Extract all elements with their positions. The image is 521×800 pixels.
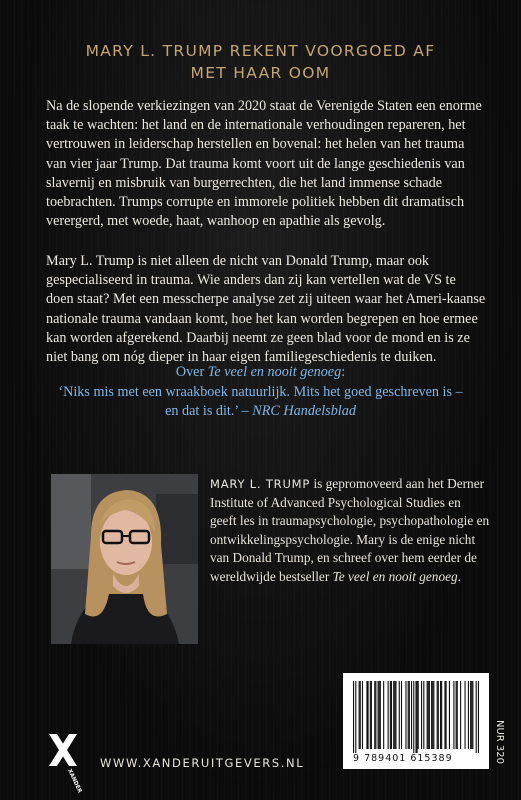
barcode-bar <box>441 681 442 749</box>
author-bio-end: . <box>457 568 461 584</box>
barcode-bar <box>391 681 392 749</box>
barcode-bar <box>428 681 429 749</box>
barcode-bar <box>390 681 391 749</box>
barcode-bar <box>423 681 424 749</box>
barcode-bar <box>379 681 380 749</box>
xander-logo-text: XANDER <box>66 768 83 795</box>
back-cover-headline <box>20 40 501 84</box>
barcode-bar <box>401 681 402 749</box>
barcode-bar <box>470 681 471 749</box>
quote-intro <box>20 363 501 383</box>
barcode-bar <box>440 681 441 749</box>
review-quote <box>20 363 501 422</box>
headline-line-1: MARY L. TRUMP REKENT VOORGOED AF <box>85 42 436 60</box>
barcode-bar <box>375 681 376 749</box>
barcode-bar <box>444 681 445 749</box>
quote-intro-suffix: : <box>341 364 346 380</box>
barcode-bar <box>395 681 396 749</box>
barcode-bar <box>427 681 428 749</box>
quote-source: NRC Handelsblad <box>252 403 356 419</box>
barcode-bar <box>360 681 361 749</box>
quote-line-2-text: en dat is dit.’ – <box>165 403 249 419</box>
barcode-bar <box>362 681 363 749</box>
barcode-bar <box>405 681 406 749</box>
blurb-text-1: Na de slopende verkiezingen van 2020 staat de Verenigde Staten een enorme taak te wachten: het land en de internationale verhoudingen repareren, het vertrouwen in leiderschap herstellen en bovenal: het helen van het trauma van vier jaar Trump. Dat trauma komt voort uit de lange geschiedenis van slavernij en misbruik van burgerrechten, die het land immense schade toebrachten. Trumps corrupte en immorele politiek hebben dit dramatisch verergerd, met woede, haat, wanhoop en apathie als gevolg. <box>46 98 482 230</box>
barcode-bar <box>465 681 466 749</box>
blurb-paragraph-2 <box>46 252 486 367</box>
barcode-bar <box>472 681 473 749</box>
barcode-bar <box>457 681 458 749</box>
author-bio-text: is gepromoveerd aan het Derner Institute of Advanced Psychological Studies en geeft les in traumapsychologie, psychopathologie en ontwikkelingspsychologie. Mary is de enige nicht van Donald Trump, en schreef over hem eerder de wereldwijde bestseller <box>210 476 490 584</box>
blurb-paragraph-1 <box>46 97 486 231</box>
barcode-bar <box>413 681 414 753</box>
blurb-text-2: Mary L. Trump is niet alleen de nicht van Donald Trump, maar ook gespecialiseerd in trauma. Wie anders dan zij kan vertellen wat de VS te doen staat? Met een messcherpe analyse zet zij uiteen waar het Ameri-kaanse nationale trauma vandaan komt, hoe het kan worden begrepen en hoe ermee kan worden afgerekend. Daarbij neemt ze geen blad voor de mond en is ze niet bang om nóg dieper in haar eigen familiegeschiedenis te duiken. <box>46 253 486 366</box>
barcode-bar <box>399 681 400 749</box>
barcode-bar <box>418 681 419 749</box>
barcode-bar <box>359 681 360 749</box>
barcode-bar <box>446 681 447 749</box>
barcode-bar <box>449 681 450 749</box>
barcode-bar <box>353 681 354 753</box>
barcode-bar <box>411 681 412 749</box>
barcode-bar <box>408 681 409 749</box>
barcode-bar <box>388 681 389 749</box>
quote-line-1: ‘Niks mis met een wraakboek natuurlijk. Mits het goed geschreven is – <box>58 383 463 400</box>
barcode-bar <box>380 681 381 749</box>
barcode-bar <box>417 681 418 753</box>
barcode-bar <box>393 681 394 749</box>
isbn-barcode <box>343 673 489 769</box>
barcode-bar <box>478 681 479 753</box>
author-photo <box>51 474 198 644</box>
barcode-bar <box>468 681 469 749</box>
author-name: MARY L. TRUMP <box>210 477 311 491</box>
barcode-bar <box>374 681 375 749</box>
barcode-bar <box>476 681 477 753</box>
author-bio-book: Te veel en nooit genoeg <box>332 568 458 584</box>
barcode-bar <box>368 681 369 749</box>
barcode-bar <box>366 681 367 749</box>
barcode-bar <box>429 681 430 749</box>
barcode-bar <box>371 681 372 749</box>
author-portrait-illustration <box>51 474 198 644</box>
quote-intro-label: Over <box>175 364 205 380</box>
author-bio <box>210 475 490 587</box>
barcode-bar <box>355 681 356 753</box>
barcode-bar <box>432 681 433 749</box>
barcode-bar <box>453 681 454 749</box>
barcode-bar <box>409 681 410 749</box>
headline-line-2: MET HAAR OOM <box>190 64 331 82</box>
isbn-digits: 9 789401 615389 <box>353 753 453 764</box>
barcode-bar <box>456 681 457 749</box>
barcode-bar <box>370 681 371 749</box>
barcode-bar <box>378 681 379 749</box>
quote-book-title: Te veel en nooit genoeg <box>207 364 342 380</box>
barcode-bar <box>421 681 422 749</box>
barcode-bar <box>460 681 461 749</box>
barcode-bar <box>437 681 438 749</box>
quote-line-2 <box>20 402 501 422</box>
barcode-bar <box>394 681 395 749</box>
barcode-bar <box>471 681 472 749</box>
barcode-bar <box>431 681 432 749</box>
barcode-bar <box>433 681 434 749</box>
barcode-bar <box>415 681 416 753</box>
barcode-bar <box>383 681 384 749</box>
nur-code: NUR 320 <box>494 720 505 765</box>
xander-logo <box>48 733 83 795</box>
publisher-website[interactable]: WWW.XANDERUITGEVERS.NL <box>100 756 305 770</box>
barcode-bar <box>438 681 439 749</box>
